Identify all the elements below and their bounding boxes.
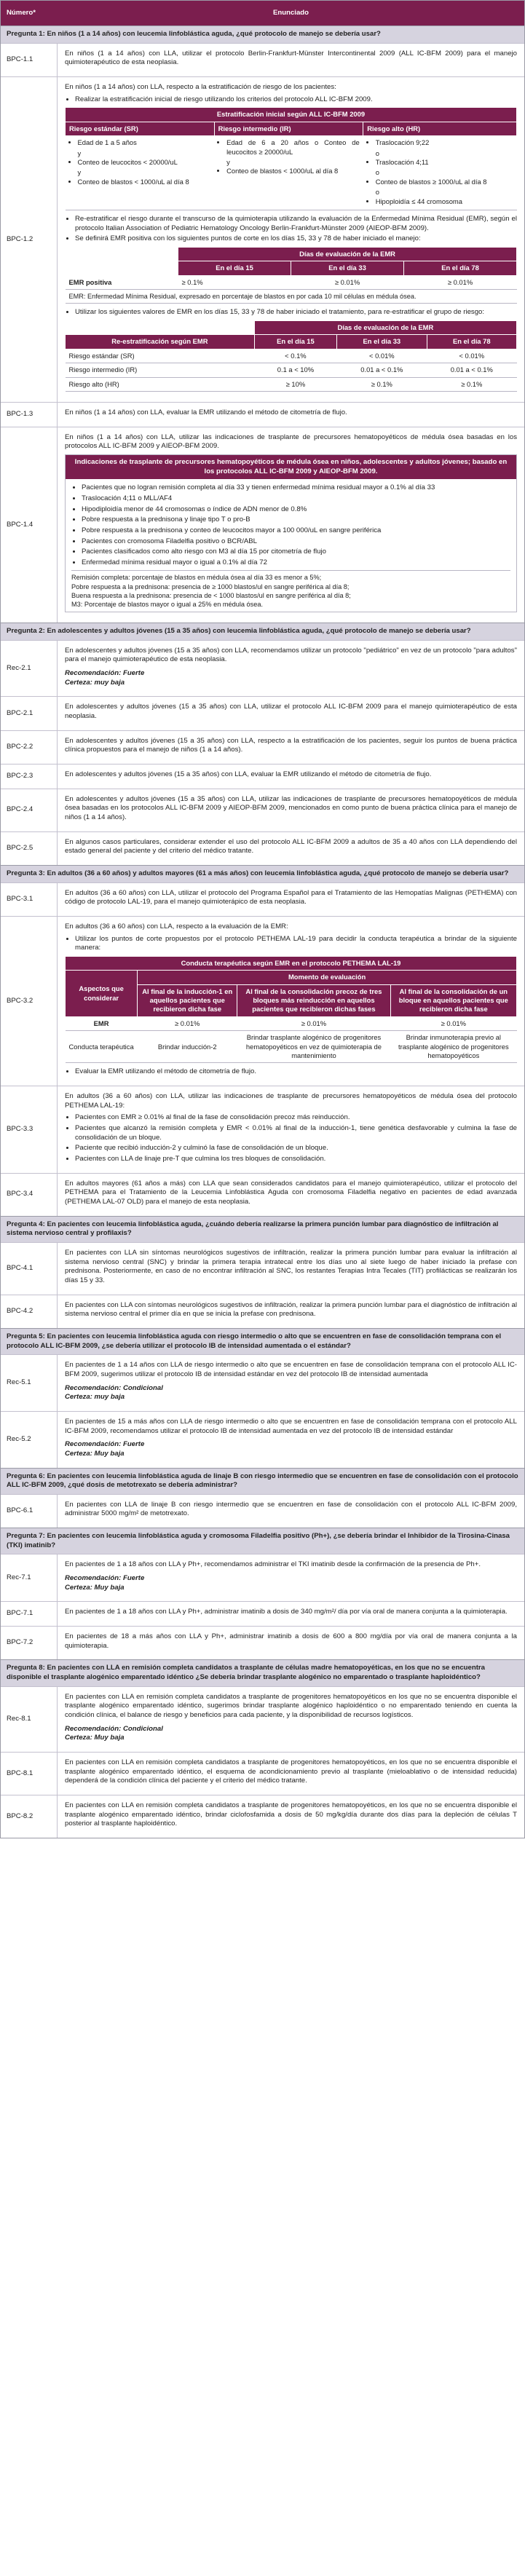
row-rec-5-1 — [1, 1354, 524, 1411]
cell: ≥ 10% — [254, 377, 336, 391]
row-rec-8-1 — [1, 1686, 524, 1752]
code: Rec-8.1 — [1, 1687, 58, 1752]
statement: En adolescentes y adultos jóvenes (15 a 35 años) con LLA, utilizar las indicaciones de trasplante de precursores hematopoyéticos de médula ósea basadas en los protocolos ALL IC-BFM 2009 y AIEOP-BFM 2009, mencionados en como punto de buena práctica clínica para el manejo de niños (1 a 14 años). — [65, 794, 517, 821]
table-title: Estratificación inicial según ALL IC-BFM 2009 — [66, 108, 517, 122]
question-4: Pregunta 4: En pacientes con leucemia linfoblástica aguda, ¿cuándo debería realizarse la primera punción lumbar para diagnóstico de infiltración al sistema nervioso central y profilaxis? — [1, 1216, 524, 1242]
row-bpc-1-4 — [1, 427, 524, 623]
cell: 0.1 a < 10% — [254, 363, 336, 377]
statement: En adolescentes y adultos jóvenes (15 a 35 años) con LLA, respecto a la estratificación de los pacientes, seguir los puntos de buena práctica clínica propuestos para el manejo de niños (1 a 14 años). — [65, 736, 517, 754]
criterion: • Edad de 6 a 20 años o Conteo de leucocitos ≥ 20000/uL — [226, 138, 360, 157]
row-rec-7-1 — [1, 1554, 524, 1601]
criterion: • Conteo de blastos < 1000/uL al día 8 — [78, 178, 211, 186]
row-label: EMR — [66, 1016, 138, 1030]
initial-risk-table — [65, 107, 517, 210]
criterion: • Conteo de blastos < 1000/uL al día 8 — [226, 167, 360, 175]
statement: En niños (1 a 14 años) con LLA, utilizar el protocolo Berlin-Frankfurt-Münster Intercontinental 2009 (ALL IC-BFM 2009) para el manejo quimioterapéutico de esta neoplasia. — [65, 49, 517, 67]
row-label: Riesgo alto (HR) — [66, 377, 255, 391]
code: BPC-1.1 — [1, 44, 58, 76]
row-bpc-8-1 — [1, 1752, 524, 1795]
row-label: Riesgo estándar (SR) — [66, 349, 255, 363]
cell: Brindar inducción-2 — [138, 1031, 237, 1063]
cell: Brindar trasplante alogénico de progenitores hematopoyéticos en vez de quimioterapia de mantenimiento — [237, 1031, 390, 1063]
row-bpc-7-1 — [1, 1601, 524, 1626]
col-header: Riesgo alto (HR) — [363, 122, 517, 135]
indication: • Pacientes con EMR ≥ 0.01% al final de la fase de consolidación precoz más reinducción. — [75, 1113, 517, 1123]
indication: • Paciente que recibió inducción-2 y culminó la fase de consolidación de un bloque. — [75, 1144, 517, 1153]
indication: • Pacientes que no logran remisión completa al día 33 y tienen enfermedad mínima residual mayor a 0.1% al día 33 — [82, 483, 510, 493]
code: BPC-7.1 — [1, 1602, 58, 1626]
cell: ≥ 0.1% — [337, 377, 427, 391]
mrd-positive-table — [65, 247, 517, 304]
row-bpc-2-2 — [1, 730, 524, 764]
cell: ≥ 0.1% — [178, 275, 291, 289]
definition: Pobre respuesta a la prednisona: presencia de ≥ 1000 blastos/ul en sangre periférica al día 8; — [71, 582, 350, 590]
code: BPC-8.2 — [1, 1795, 58, 1838]
row-label: EMR positiva — [66, 275, 178, 289]
col-header: Riesgo intermedio (IR) — [214, 122, 363, 135]
code: BPC-2.2 — [1, 731, 58, 764]
col-header: Riesgo estándar (SR) — [66, 122, 215, 135]
row-header: Re-estratificación según EMR — [66, 335, 255, 349]
code: BPC-2.5 — [1, 832, 58, 865]
statement: En pacientes con LLA en remisión completa candidatos a trasplante de progenitores hematopoyéticos en los que no se encuentra disponible el trasplante alogénico emparentado idéntico, sugerimos brindar trasplante alogénico haploidéntico o no emparentado teniendo en cuenta la condición clínica, el balance de riesgo y beneficios para cada paciente, y la disponibilidad de recursos logísticos. — [65, 1692, 517, 1720]
statement-intro: En niños (1 a 14 años) con LLA, respecto a la estratificación de riesgo de los pacientes: — [65, 82, 336, 91]
criterion: • Conteo de blastos ≥ 1000/uL al día 8 — [376, 178, 513, 186]
statement: En niños (1 a 14 años) con LLA, evaluar la EMR utilizando el método de citometría de flujo. — [65, 408, 347, 416]
criterion: • Traslocación 9;22 — [376, 138, 513, 147]
definition: M3: Porcentaje de blastos mayor o igual a 25% en médula ósea. — [71, 600, 264, 608]
recommendation-strength: Recomendación: Condicional — [65, 1724, 163, 1733]
indication: • Pacientes que alcanzó la remisión completa y EMR < 0.01% al final de la inducción-1, tiene genética desfavorable y culmina la fase de consolidación de un bloque. — [75, 1124, 517, 1142]
row-bpc-2-4 — [1, 789, 524, 831]
indication: • Pacientes con LLA de linaje pre-T que culmina los tres bloques de consolidación. — [75, 1155, 517, 1164]
cell: < 0.01% — [337, 349, 427, 363]
indication: • Pobre respuesta a la prednisona y linaje tipo T o pro-B — [82, 515, 510, 525]
code: BPC-3.1 — [1, 883, 58, 916]
code: BPC-2.1 — [1, 697, 58, 730]
criterion: • Traslocación 4;11 — [376, 158, 513, 167]
code: BPC-1.2 — [1, 77, 58, 402]
transplant-indications-box — [65, 454, 517, 612]
cell: ≥ 0.01% — [237, 1016, 390, 1030]
certainty: Certeza: Muy baja — [65, 1449, 125, 1458]
question-5: Pregunta 5: En pacientes con leucemia linfoblástica aguda con riesgo intermedio o alto que se encuentren en fase de consolidación temprana con el protocolo ALL IC-BFM 2009, ¿se debería utilizar el protocolo IB de intensidad aumentada o el estándar? — [1, 1328, 524, 1354]
bullet: • Utilizar los puntos de corte propuestos por el protocolo PETHEMA LAL-19 para decidir la conducta terapéutica a brindar de la siguiente manera: — [75, 935, 517, 953]
row-rec-2-1 — [1, 640, 524, 697]
row-rec-5-2 — [1, 1411, 524, 1468]
question-8: Pregunta 8: En pacientes con LLA en remisión completa candidatos a trasplante de células madre hematopoyéticas, en los que no se encuentra disponible el trasplante alogénico emparentado idéntico ¿Se debería brindar trasplante alogénico no emparentado o trasplante haploidéntico? — [1, 1659, 524, 1686]
col-header: En el día 33 — [337, 335, 427, 349]
criterion: • Edad de 1 a 5 años — [78, 138, 211, 147]
statement: En adultos (36 a 60 años) con LLA, utilizar el protocolo del Programa Español para el Tratamiento de las Hemopatías Malignas (PETHEMA) con código de protocolo LAL-19, para el manejo quimioterápico de esta neoplasia. — [65, 888, 517, 906]
statement: En adultos mayores (61 años a más) con LLA que sean considerados candidatos para el manejo quimioterapéutico, utilizar el protocolo del PETHEMA para el Tratamiento de la Leucemia Linfoblástica Aguda con cromosoma Filadelfia negativo en pacientes de edad avanzada (PETHEMA LAL-07 OLD) para el manejo de esta neoplasia. — [65, 1179, 517, 1206]
col-header: Al final de la consolidación de un bloque en aquellos pacientes que recibieron dicha fase — [390, 984, 516, 1016]
row-bpc-2-1 — [1, 696, 524, 730]
code: BPC-1.3 — [1, 403, 58, 427]
row-bpc-3-2 — [1, 916, 524, 1086]
code: BPC-1.4 — [1, 427, 58, 623]
question-7: Pregunta 7: En pacientes con leucemia linfoblástica aguda y cromosoma Filadelfia positivo (Ph+), ¿se debería brindar el Inhibidor de la Tirosina-Cinasa (TKI) imatinib? — [1, 1528, 524, 1554]
header-statement: Enunciado — [272, 8, 309, 17]
box-title: Indicaciones de trasplante de precursores hematopoyéticos de médula ósea en niños, adolescentes y adultos jóvenes; basado en los protocolos ALL IC-BFM 2009 y AIEOP-BFM 2009. — [66, 455, 516, 479]
recommendation-strength: Recomendación: Fuerte — [65, 1440, 145, 1449]
statement: En pacientes con LLA en remisión completa candidatos a trasplante de progenitores hematopoyéticos, en los que no se encuentra disponible el trasplante alogénico emparentado idéntico, brindar ciclofosfamida a dosis de 50 mg/kg/día durante dos días para la depleción de células T posterior al trasplante haploidéntico. — [65, 1801, 517, 1828]
indication: • Traslocación 4;11 o MLL/AF4 — [82, 494, 510, 504]
connector: y — [226, 157, 230, 166]
bullet: • Se definirá EMR positiva con los siguientes puntos de corte en los días 15, 33 y 78 de haber iniciado el manejo: — [75, 234, 517, 244]
code: BPC-6.1 — [1, 1495, 58, 1528]
certainty: Certeza: muy baja — [65, 1393, 125, 1402]
question-2: Pregunta 2: En adolescentes y adultos jóvenes (15 a 35 años) con leucemia linfoblástica aguda, ¿qué protocolo de manejo se debería usar? — [1, 623, 524, 640]
cell: Brindar inmunoterapia previo al trasplante alogénico de progenitores hematopoyéticos — [390, 1031, 516, 1063]
col-header: Al final de la inducción-1 en aquellos pacientes que recibieron dicha fase — [138, 984, 237, 1016]
table-header — [1, 1, 524, 25]
statement: En adolescentes y adultos jóvenes (15 a 35 años) con LLA, utilizar el protocolo ALL IC-BFM 2009 para el manejo quimioterapéutico de esta neoplasia. — [65, 703, 517, 720]
row-bpc-2-5 — [1, 831, 524, 865]
code: Rec-7.1 — [1, 1554, 58, 1601]
row-label: Riesgo intermedio (IR) — [66, 363, 255, 377]
recommendation-strength: Recomendación: Condicional — [65, 1383, 163, 1392]
statement: En adolescentes y adultos jóvenes (15 a 35 años) con LLA, evaluar la EMR utilizando el método de citometría de flujo. — [65, 770, 432, 778]
code: BPC-4.2 — [1, 1295, 58, 1328]
bullet: • Realizar la estratificación inicial de riesgo utilizando los criterios del protocolo ALL IC-BFM 2009. — [75, 95, 517, 105]
row-bpc-6-1 — [1, 1494, 524, 1528]
question-3: Pregunta 3: En adultos (36 a 60 años) y adultos mayores (61 a más años) con leucemia linfoblástica aguda, ¿qué protocolo de manejo se debería usar? — [1, 865, 524, 882]
criterion: • Conteo de leucocitos < 20000/uL — [78, 158, 211, 167]
recommendation-strength: Recomendación: Fuerte — [65, 1574, 145, 1583]
row-bpc-1-3 — [1, 402, 524, 427]
question-6: Pregunta 6: En pacientes con leucemia linfoblástica aguda de linaje B con riesgo intermedio que se encuentren en fase de consolidación con el protocolo ALL IC-BFM 2009, ¿qué dosis de metotrexato se debería administrar? — [1, 1468, 524, 1494]
statement: En pacientes de 1 a 18 años con LLA y Ph+, recomendamos administrar el TKI imatinib desde la confirmación de la presencia de Ph+. — [65, 1560, 481, 1569]
connector: y — [77, 168, 82, 177]
cell: 0.01 a < 0.1% — [427, 363, 516, 377]
code: BPC-3.4 — [1, 1174, 58, 1216]
connector: o — [375, 149, 379, 157]
cell: ≥ 0.01% — [390, 1016, 516, 1030]
code: BPC-3.3 — [1, 1086, 58, 1173]
statement: En pacientes de 15 a más años con LLA de riesgo intermedio o alto que se encuentren en fase de consolidación temprana con el protocolo ALL IC-BFM 2009, recomendamos utilizar el protocolo IB de intensidad aumentada en vez del protocolo IB de intensidad estándar — [65, 1417, 517, 1435]
statement: En pacientes de 1 a 14 años con LLA de riesgo intermedio o alto que se encuentren en fase de consolidación temprana con el protocolo ALL IC-BFM 2009, sugerimos utilizar el protocolo IB de intensidad estándar en vez del protocolo IB de intensidad aumentada — [65, 1361, 517, 1378]
code: Rec-5.2 — [1, 1412, 58, 1468]
row-bpc-7-2 — [1, 1626, 524, 1659]
row-bpc-1-1 — [1, 43, 524, 76]
table-title: Conducta terapéutica según EMR en el protocolo PETHEMA LAL-19 — [66, 956, 517, 970]
code: BPC-8.1 — [1, 1753, 58, 1795]
bullet: • Re-estratificar el riesgo durante el transcurso de la quimioterapia utilizando la evaluación de la Enfermedad Mínima Residual (EMR), según el protocolo Italian Association of Pediatric Hematology Oncology Berlin-Frankfurt-Münster 2009 (AIEOP-BFM 2009). — [75, 215, 517, 233]
cell: ≥ 0.1% — [427, 377, 516, 391]
row-bpc-1-2 — [1, 76, 524, 402]
code: BPC-3.2 — [1, 917, 58, 1086]
table-title: Días de evaluación de la EMR — [178, 247, 517, 261]
cell: < 0.1% — [254, 349, 336, 363]
indication: • Pobre respuesta a la prednisona y conteo de leucocitos mayor a 100 000/uL en sangre periférica — [82, 526, 510, 536]
row-bpc-3-1 — [1, 882, 524, 916]
statement: En pacientes con LLA de linaje B con riesgo intermedio que se encuentren en fase de consolidación con el protocolo ALL IC-BFM 2009, administrar 5000 mg/m² de metotrexato. — [65, 1500, 517, 1518]
cell: ≥ 0.01% — [404, 275, 517, 289]
connector: y — [77, 149, 82, 157]
statement: En pacientes de 1 a 18 años con LLA y Ph+, administrar imatinib a dosis de 340 mg/m²/ día por vía oral de manera conjunta a la quimioterapia. — [65, 1608, 508, 1616]
code: Rec-2.1 — [1, 641, 58, 697]
cell: ≥ 0.01% — [138, 1016, 237, 1030]
certainty: Certeza: muy baja — [65, 678, 125, 687]
indication: • Pacientes clasificados como alto riesgo con M3 al día 15 por citometría de flujo — [82, 548, 510, 557]
row-header: Aspectos que considerar — [66, 971, 138, 1017]
col-header: Al final de la consolidación precoz de tres bloques más reinducción en aquellos pacientes que recibieron dichas fases — [237, 984, 390, 1016]
code: BPC-2.4 — [1, 789, 58, 831]
statement: En pacientes con LLA con síntomas neurológicos sugestivos de infiltración, realizar la primera punción lumbar para el diagnóstico de infiltración al sistema nervioso central el primer día en que se inicia la prefase con prednisona. — [65, 1300, 517, 1319]
connector: o — [375, 168, 379, 177]
row-bpc-8-2 — [1, 1795, 524, 1838]
code: Rec-5.1 — [1, 1355, 58, 1411]
definition: Remisión completa: porcentaje de blastos en médula ósea al día 33 es menor a 5%; — [71, 574, 322, 582]
table-note: EMR: Enfermedad Mínima Residual, expresado en porcentaje de blastos en por cada 10 mil células en médula ósea. — [66, 290, 517, 304]
col-header: En el día 15 — [254, 335, 336, 349]
statement: En pacientes con LLA en remisión completa candidatos a trasplante de progenitores hematopoyéticos, en los que no se encuentra disponible el trasplante alogénico emparentado idéntico, el esquema de acondicionamiento previo al trasplante (mieloablativo o de intensidad reducida) dependerá de la condición clínica del paciente y el criterio del médico tratante. — [65, 1758, 517, 1785]
bullet: • Evaluar la EMR utilizando el método de citometría de flujo. — [75, 1067, 517, 1077]
pethema-conduct-table — [65, 956, 517, 1064]
definition: Buena respuesta a la prednisona: presencia de < 1000 blastos/ul en sangre periférica al día 8; — [71, 591, 351, 599]
statement: En pacientes con LLA sin síntomas neurológicos sugestivos de infiltración, realizar la primera punción lumbar para evaluar la infiltración al sistema nervioso central (SNC) y brindar la primera terapia intratecal entre los días uno al siete luego de haber iniciado la prefase con prednisona. Posteriormente, en caso de no encontrar infiltración al SNC, los restantes Terapias Intra Tecales (TIT) profilácticas se realizarán los días 15 y 33. — [65, 1249, 517, 1284]
criterion: • Hipoploidía ≤ 44 cromosoma — [376, 197, 513, 206]
statement-intro: En adultos (36 a 60 años) con LLA, respecto a la evaluación de la EMR: — [65, 922, 288, 931]
certainty: Certeza: Muy baja — [65, 1583, 125, 1592]
statement: En adolescentes y adultos jóvenes (15 a 35 años) con LLA, recomendamos utilizar un protocolo "pediátrico" en vez de un protocolo "para adultos" para el manejo quimioterapéutico de esta neoplasia. — [65, 646, 517, 664]
statement: En algunos casos particulares, considerar extender el uso del protocolo ALL IC-BFM 2009 a adultos de 35 a 40 años con LLA dependiendo del estado general del paciente y del criterio del médico tratante. — [65, 837, 517, 856]
restratification-table — [65, 320, 517, 392]
statement-intro: En niños (1 a 14 años) con LLA, utilizar las indicaciones de trasplante de precursores hematopoyéticos de médula ósea basadas en los protocolos ALL IC-BFM 2009 y AIEOP-BFM 2009. — [65, 432, 517, 451]
row-bpc-3-4 — [1, 1173, 524, 1216]
indication: • Pacientes con cromosoma Filadelfia positivo o BCR/ABL — [82, 537, 510, 547]
row-bpc-4-1 — [1, 1242, 524, 1295]
table-title: Días de evaluación de la EMR — [254, 320, 516, 334]
code: BPC-4.1 — [1, 1243, 58, 1295]
cell: ≥ 0.01% — [291, 275, 404, 289]
col-header: En el día 33 — [291, 261, 404, 275]
code: BPC-2.3 — [1, 764, 58, 789]
row-bpc-4-2 — [1, 1295, 524, 1328]
header-number: Número* — [7, 8, 36, 17]
cell: < 0.01% — [427, 349, 516, 363]
connector: o — [375, 188, 379, 197]
col-header: En el día 15 — [178, 261, 291, 275]
certainty: Certeza: Muy baja — [65, 1734, 125, 1742]
indication: • Hipodiploidía menor de 44 cromosomas o índice de ADN menor de 0.8% — [82, 505, 510, 515]
row-bpc-3-3 — [1, 1086, 524, 1173]
statement: En pacientes de 18 a más años con LLA y Ph+, administrar imatinib a dosis de 600 a 800 mg/día por vía oral de manera conjunta a la quimioterapia. — [65, 1632, 517, 1650]
cell: 0.01 a < 0.1% — [337, 363, 427, 377]
col-header: En el día 78 — [404, 261, 517, 275]
code: BPC-7.2 — [1, 1627, 58, 1659]
row-bpc-2-3 — [1, 764, 524, 789]
statement-intro: En adultos (36 a 60 años) con LLA, utilizar las indicaciones de trasplante de precursores hematopoyéticos de médula ósea del protocolo PETHEMA LAL-19: — [65, 1092, 517, 1110]
group-header: Momento de evaluación — [138, 971, 517, 984]
indication: • Enfermedad mínima residual mayor o igual a 0.1% al día 72 — [82, 558, 510, 568]
row-label: Conducta terapéutica — [66, 1031, 138, 1063]
question-1: Pregunta 1: En niños (1 a 14 años) con leucemia linfoblástica aguda, ¿qué protocolo de manejo se debería usar? — [1, 25, 524, 43]
bullet: • Utilizar los siguientes valores de EMR en los días 15, 33 y 78 de haber iniciado el tratamiento, para re-estratificar el grupo de riesgo: — [75, 308, 517, 317]
col-header: En el día 78 — [427, 335, 516, 349]
recommendation-strength: Recomendación: Fuerte — [65, 669, 145, 678]
